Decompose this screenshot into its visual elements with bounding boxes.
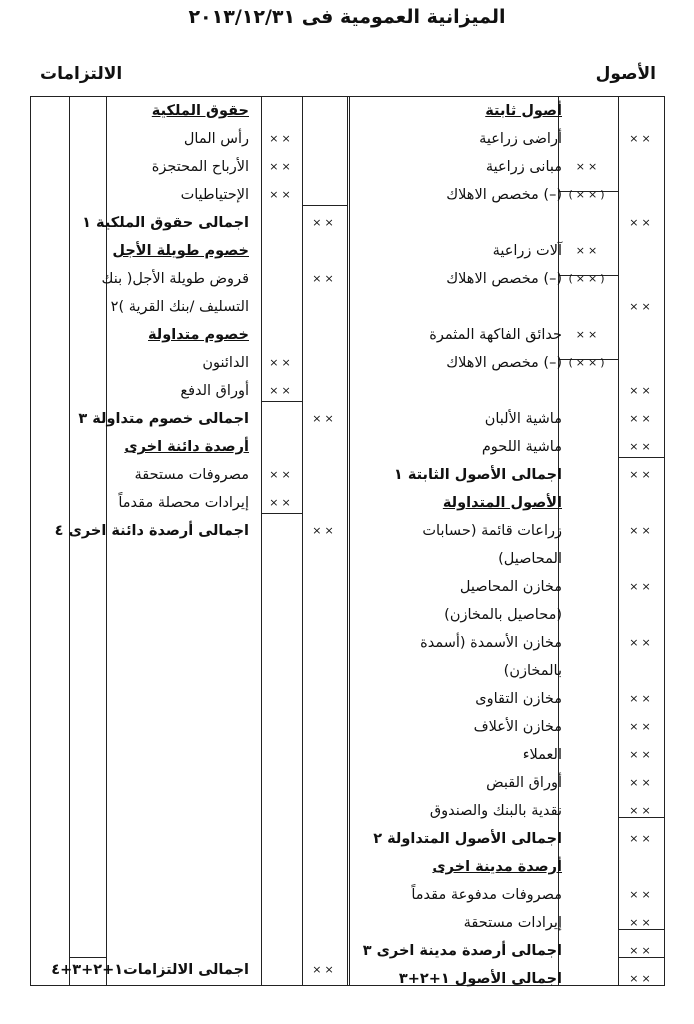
liabilities-header: الالتزامات — [40, 64, 123, 84]
asset-amount-cell: (××) — [568, 188, 608, 201]
asset-line-label: المحاصيل) — [498, 551, 562, 567]
rule-segment — [302, 205, 347, 206]
asset-amount-cell: ×× — [629, 944, 654, 957]
liability-line-label: التسليف /بنك القرية )٢ — [110, 299, 249, 315]
asset-line-label: أراضى زراعية — [479, 131, 562, 147]
asset-amount-cell: ×× — [575, 244, 601, 257]
liability-line-label: رأس المال — [183, 131, 249, 147]
asset-amount-cell: ×× — [629, 580, 654, 593]
asset-line-label: زراعات قائمة (حسابات — [422, 523, 562, 539]
liability-line-label: خصوم متداولة — [148, 327, 249, 343]
liability-line-label: قروض طويلة الأجل( بنك — [101, 271, 249, 287]
asset-line-label: مبانى زراعية — [485, 159, 562, 175]
asset-line-label — [352, 377, 562, 405]
asset-line-label: أرصدة مدينة اخرى — [432, 859, 562, 875]
liability-amount-cell: ×× — [312, 524, 337, 537]
asset-amount-cell: ×× — [629, 524, 654, 537]
liability-amount-cell: ×× — [269, 160, 294, 173]
asset-amount-cell: ×× — [629, 384, 654, 397]
asset-line-label: بالمخازن) — [503, 663, 562, 679]
asset-amount-cell: ×× — [629, 832, 654, 845]
column-divider — [261, 97, 262, 985]
liability-line-label: أوراق الدفع — [180, 383, 249, 399]
liability-line-label: أرصدة دائنة اخرى — [124, 439, 249, 455]
asset-line-label: أوراق القبض — [486, 775, 562, 791]
asset-line-label: (–) مخصص الاهلاك — [446, 355, 562, 371]
asset-line-label: العملاء — [522, 747, 562, 763]
liability-line-label: اجمالى حقوق الملكية ١ — [82, 215, 249, 231]
balance-sheet-table — [30, 96, 665, 986]
asset-amount-cell: ×× — [575, 160, 601, 173]
asset-amount-cell: ×× — [629, 216, 654, 229]
asset-amount-cell: (××) — [568, 272, 608, 285]
asset-line-label: ماشية الألبان — [484, 411, 562, 427]
liability-line-label: اجمالى خصوم متداولة ٣ — [78, 411, 249, 427]
liability-amount-cell: ×× — [312, 412, 337, 425]
asset-amount-cell: ×× — [629, 888, 654, 901]
asset-line-label — [352, 293, 562, 321]
liability-line-label: الدائنون — [202, 355, 249, 371]
asset-line-label: اجمالى الأصول ١+٢+٣ — [398, 971, 562, 987]
asset-amount-cell: ×× — [629, 916, 654, 929]
asset-line-label: (–) مخصص الاهلاك — [446, 271, 562, 287]
asset-line-label: أصول ثابتة — [485, 103, 562, 119]
liability-amount-cell: ×× — [269, 188, 294, 201]
liability-line-label: الإحتياطيات — [180, 187, 249, 203]
liability-line-label: إيرادات محصلة مقدماً — [118, 495, 249, 511]
asset-amount-cell: ×× — [629, 972, 654, 985]
liability-amount-cell: ×× — [312, 272, 337, 285]
asset-line-label: اجمالى الأصول المتداولة ٢ — [373, 831, 562, 847]
asset-line-label: الأصول المتداولة — [442, 495, 562, 511]
liability-line-label: اجمالى أرصدة دائنة اخرى ٤ — [54, 523, 249, 539]
liability-line-label: حقوق الملكية — [151, 103, 249, 119]
asset-amount-cell: ×× — [629, 412, 654, 425]
asset-line-label: مخازن المحاصيل — [459, 579, 562, 595]
liability-line-label: اجمالى الالتزامات١+٢+٣+٤ — [51, 962, 249, 978]
asset-line-label: اجمالى الأصول الثابتة ١ — [393, 467, 562, 483]
asset-amount-cell: ×× — [629, 720, 654, 733]
asset-line-label: (–) مخصص الاهلاك — [446, 187, 562, 203]
asset-line-label: مخازن الأعلاف — [473, 719, 562, 735]
liability-line-label: مصروفات مستحقة — [134, 467, 249, 483]
asset-line-label: مخازن التقاوى — [475, 691, 562, 707]
asset-amount-cell: ×× — [629, 300, 654, 313]
liability-amount-cell: ×× — [269, 384, 294, 397]
asset-amount-cell: ×× — [629, 440, 654, 453]
asset-amount-cell: ×× — [629, 804, 654, 817]
asset-amount-cell: ×× — [629, 776, 654, 789]
liability-amount-cell: ×× — [269, 132, 294, 145]
asset-line-label — [352, 209, 562, 237]
asset-amount-cell: (××) — [568, 356, 608, 369]
asset-amount-cell: ×× — [629, 692, 654, 705]
liability-line-label: خصوم طويلة الأجل — [112, 243, 249, 259]
asset-amount-cell: ×× — [629, 468, 654, 481]
asset-line-label: اجمالى أرصدة مدينة اخرى ٣ — [362, 943, 562, 959]
asset-amount-cell: ×× — [629, 132, 654, 145]
asset-amount-cell: ×× — [629, 636, 654, 649]
asset-amount-cell: ×× — [575, 328, 601, 341]
asset-line-label: آلات زراعية — [492, 243, 562, 259]
asset-line-label: ماشية اللحوم — [481, 439, 562, 455]
assets-header: الأصول — [595, 64, 656, 84]
liability-amount-cell: ×× — [269, 468, 294, 481]
asset-line-label: حدائق الفاكهة المثمرة — [429, 327, 562, 343]
liability-amount-cell: ×× — [312, 963, 337, 976]
page-title: الميزانية العمومية فى ٢٠١٣/١٢/٣١ — [188, 6, 506, 28]
asset-amount-cell: ×× — [629, 748, 654, 761]
liability-amount-cell: ×× — [269, 496, 294, 509]
asset-line-label: مصروفات مدفوعة مقدماً — [411, 887, 562, 903]
liability-amount-cell: ×× — [312, 216, 337, 229]
asset-line-label: نقدية بالبنك والصندوق — [429, 803, 562, 819]
asset-line-label: إيرادات مستحقة — [463, 915, 562, 931]
liability-amount-cell: ×× — [269, 356, 294, 369]
asset-line-label: (محاصيل بالمخازن) — [444, 607, 562, 623]
asset-line-label: مخازن الأسمدة (أسمدة — [420, 635, 562, 651]
center-double-divider — [347, 97, 350, 985]
liability-line-label: الأرباح المحتجزة — [151, 159, 249, 175]
